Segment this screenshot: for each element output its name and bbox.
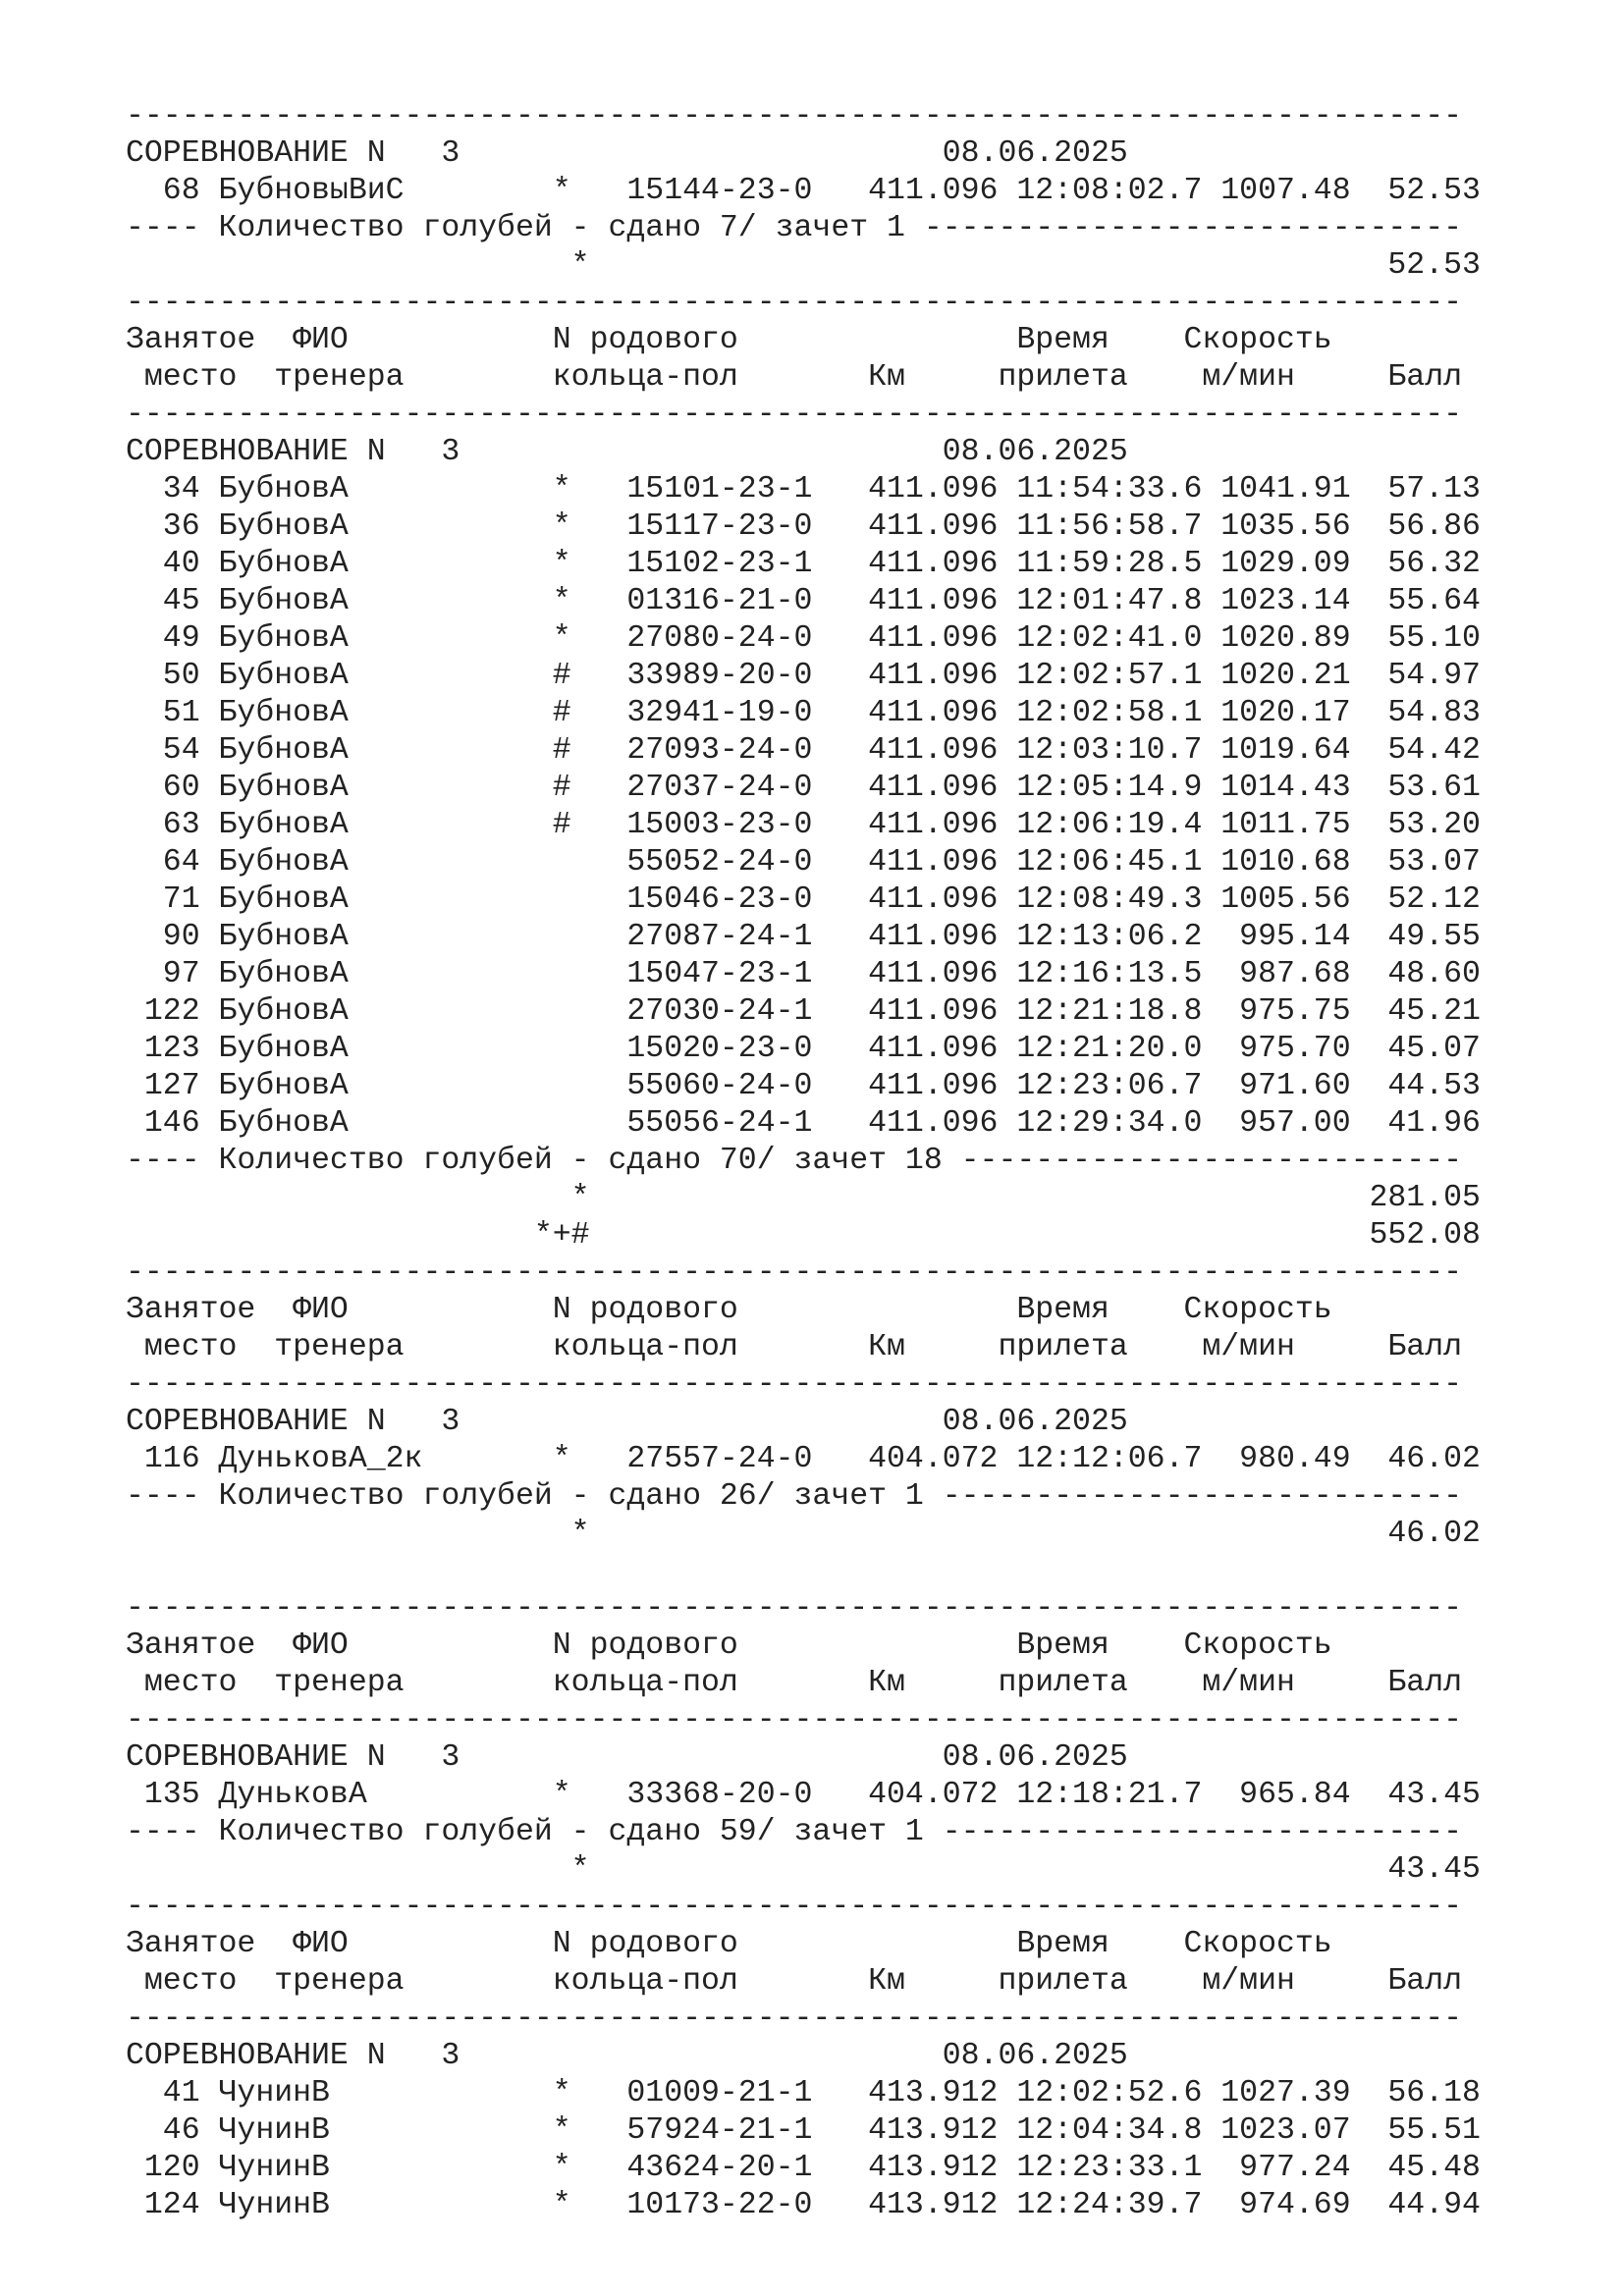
result-row: 46 ЧунинВ * 57924-21-1 413.912 12:04:34.8 1023.07 55.51 xyxy=(126,2113,1481,2148)
result-row: 50 БубновА # 33989-20-0 411.096 12:02:57.1 1020.21 54.97 xyxy=(126,659,1481,693)
competition-header: СОРЕВНОВАНИЕ N 3 08.06.2025 xyxy=(126,1405,1128,1439)
count-summary-line: ---- Количество голубей - сдано 26/ зачет 1 ---------------------------- xyxy=(126,1479,1463,1514)
result-row: 40 БубновА * 15102-23-1 411.096 11:59:28.5 1029.09 56.32 xyxy=(126,547,1481,581)
result-row: 116 ДуньковА_2к * 27557-24-0 404.072 12:12:06.7 980.49 46.02 xyxy=(126,1442,1481,1476)
result-row: 90 БубновА 27087-24-1 411.096 12:13:06.2 995.14 49.55 xyxy=(126,920,1481,954)
separator-line: ------------------------------------------------------------------------ xyxy=(126,2002,1463,2036)
result-row: 135 ДуньковА * 33368-20-0 404.072 12:18:21.7 965.84 43.45 xyxy=(126,1778,1481,1812)
column-header-line-2: место тренера кольца-пол Км прилета м/мин Балл xyxy=(126,1330,1463,1364)
column-header-line-1: Занятое ФИО N родового Время Скорость xyxy=(126,1629,1332,1663)
points-total-line: * 52.53 xyxy=(126,248,1481,283)
result-row: 120 ЧунинВ * 43624-20-1 413.912 12:23:33.1 977.24 45.48 xyxy=(126,2151,1481,2185)
result-row: 71 БубновА 15046-23-0 411.096 12:08:49.3 1005.56 52.12 xyxy=(126,882,1481,917)
separator-line: ------------------------------------------------------------------------ xyxy=(126,1703,1463,1737)
result-row: 124 ЧунинВ * 10173-22-0 413.912 12:24:39.7 974.69 44.94 xyxy=(126,2188,1481,2222)
result-row: 63 БубновА # 15003-23-0 411.096 12:06:19.4 1011.75 53.20 xyxy=(126,808,1481,842)
result-row: 54 БубновА # 27093-24-0 411.096 12:03:10.7 1019.64 54.42 xyxy=(126,733,1481,768)
result-row: 36 БубновА * 15117-23-0 411.096 11:56:58.7 1035.56 56.86 xyxy=(126,509,1481,544)
result-row: 122 БубновА 27030-24-1 411.096 12:21:18.8 975.75 45.21 xyxy=(126,994,1481,1029)
result-row: 68 БубновыВиС * 15144-23-0 411.096 12:08:02.7 1007.48 52.53 xyxy=(126,174,1481,208)
separator-line: ------------------------------------------------------------------------ xyxy=(126,398,1463,432)
result-row: 60 БубновА # 27037-24-0 411.096 12:05:14.9 1014.43 53.61 xyxy=(126,771,1481,805)
separator-line: ------------------------------------------------------------------------ xyxy=(126,1591,1463,1626)
column-header-line-2: место тренера кольца-пол Км прилета м/мин Балл xyxy=(126,1666,1463,1700)
results-page xyxy=(126,98,1559,2224)
result-row: 146 БубновА 55056-24-1 411.096 12:29:34.0 957.00 41.96 xyxy=(126,1106,1481,1141)
column-header-line-2: место тренера кольца-пол Км прилета м/мин Балл xyxy=(126,1964,1463,1999)
count-summary-line: ---- Количество голубей - сдано 59/ зачет 1 ---------------------------- xyxy=(126,1815,1463,1849)
column-header-line-1: Занятое ФИО N родового Время Скорость xyxy=(126,1927,1332,1961)
result-row: 41 ЧунинВ * 01009-21-1 413.912 12:02:52.6 1027.39 56.18 xyxy=(126,2076,1481,2110)
separator-line: ------------------------------------------------------------------------ xyxy=(126,1367,1463,1402)
points-total-line: *+# 552.08 xyxy=(126,1218,1481,1253)
separator-line: ------------------------------------------------------------------------ xyxy=(126,286,1463,320)
competition-header: СОРЕВНОВАНИЕ N 3 08.06.2025 xyxy=(126,435,1128,469)
separator-line: ------------------------------------------------------------------------ xyxy=(126,1255,1463,1290)
competition-header: СОРЕВНОВАНИЕ N 3 08.06.2025 xyxy=(126,1740,1128,1775)
separator-line: ------------------------------------------------------------------------ xyxy=(126,1890,1463,1924)
points-total-line: * 43.45 xyxy=(126,1852,1481,1887)
result-row: 49 БубновА * 27080-24-0 411.096 12:02:41.0 1020.89 55.10 xyxy=(126,621,1481,656)
points-total-line: * 281.05 xyxy=(126,1181,1481,1215)
result-row: 51 БубновА # 32941-19-0 411.096 12:02:58.1 1020.17 54.83 xyxy=(126,696,1481,730)
blank-line xyxy=(126,1553,1559,1590)
result-row: 127 БубновА 55060-24-0 411.096 12:23:06.7 971.60 44.53 xyxy=(126,1069,1481,1103)
column-header-line-1: Занятое ФИО N родового Время Скорость xyxy=(126,323,1332,357)
competition-header: СОРЕВНОВАНИЕ N 3 08.06.2025 xyxy=(126,136,1128,171)
competition-header: СОРЕВНОВАНИЕ N 3 08.06.2025 xyxy=(126,2039,1128,2073)
result-row: 97 БубновА 15047-23-1 411.096 12:16:13.5 987.68 48.60 xyxy=(126,957,1481,991)
column-header-line-2: место тренера кольца-пол Км прилета м/мин Балл xyxy=(126,360,1463,395)
points-total-line: * 46.02 xyxy=(126,1517,1481,1551)
result-row: 123 БубновА 15020-23-0 411.096 12:21:20.0 975.70 45.07 xyxy=(126,1032,1481,1066)
separator-line: ------------------------------------------------------------------------ xyxy=(126,99,1463,133)
result-row: 64 БубновА 55052-24-0 411.096 12:06:45.1 1010.68 53.07 xyxy=(126,845,1481,880)
result-row: 34 БубновА * 15101-23-1 411.096 11:54:33.6 1041.91 57.13 xyxy=(126,472,1481,507)
count-summary-line: ---- Количество голубей - сдано 7/ зачет 1 ----------------------------- xyxy=(126,211,1463,245)
column-header-line-1: Занятое ФИО N родового Время Скорость xyxy=(126,1293,1332,1327)
count-summary-line: ---- Количество голубей - сдано 70/ зачет 18 --------------------------- xyxy=(126,1144,1463,1178)
result-row: 45 БубновА * 01316-21-0 411.096 12:01:47.8 1023.14 55.64 xyxy=(126,584,1481,618)
